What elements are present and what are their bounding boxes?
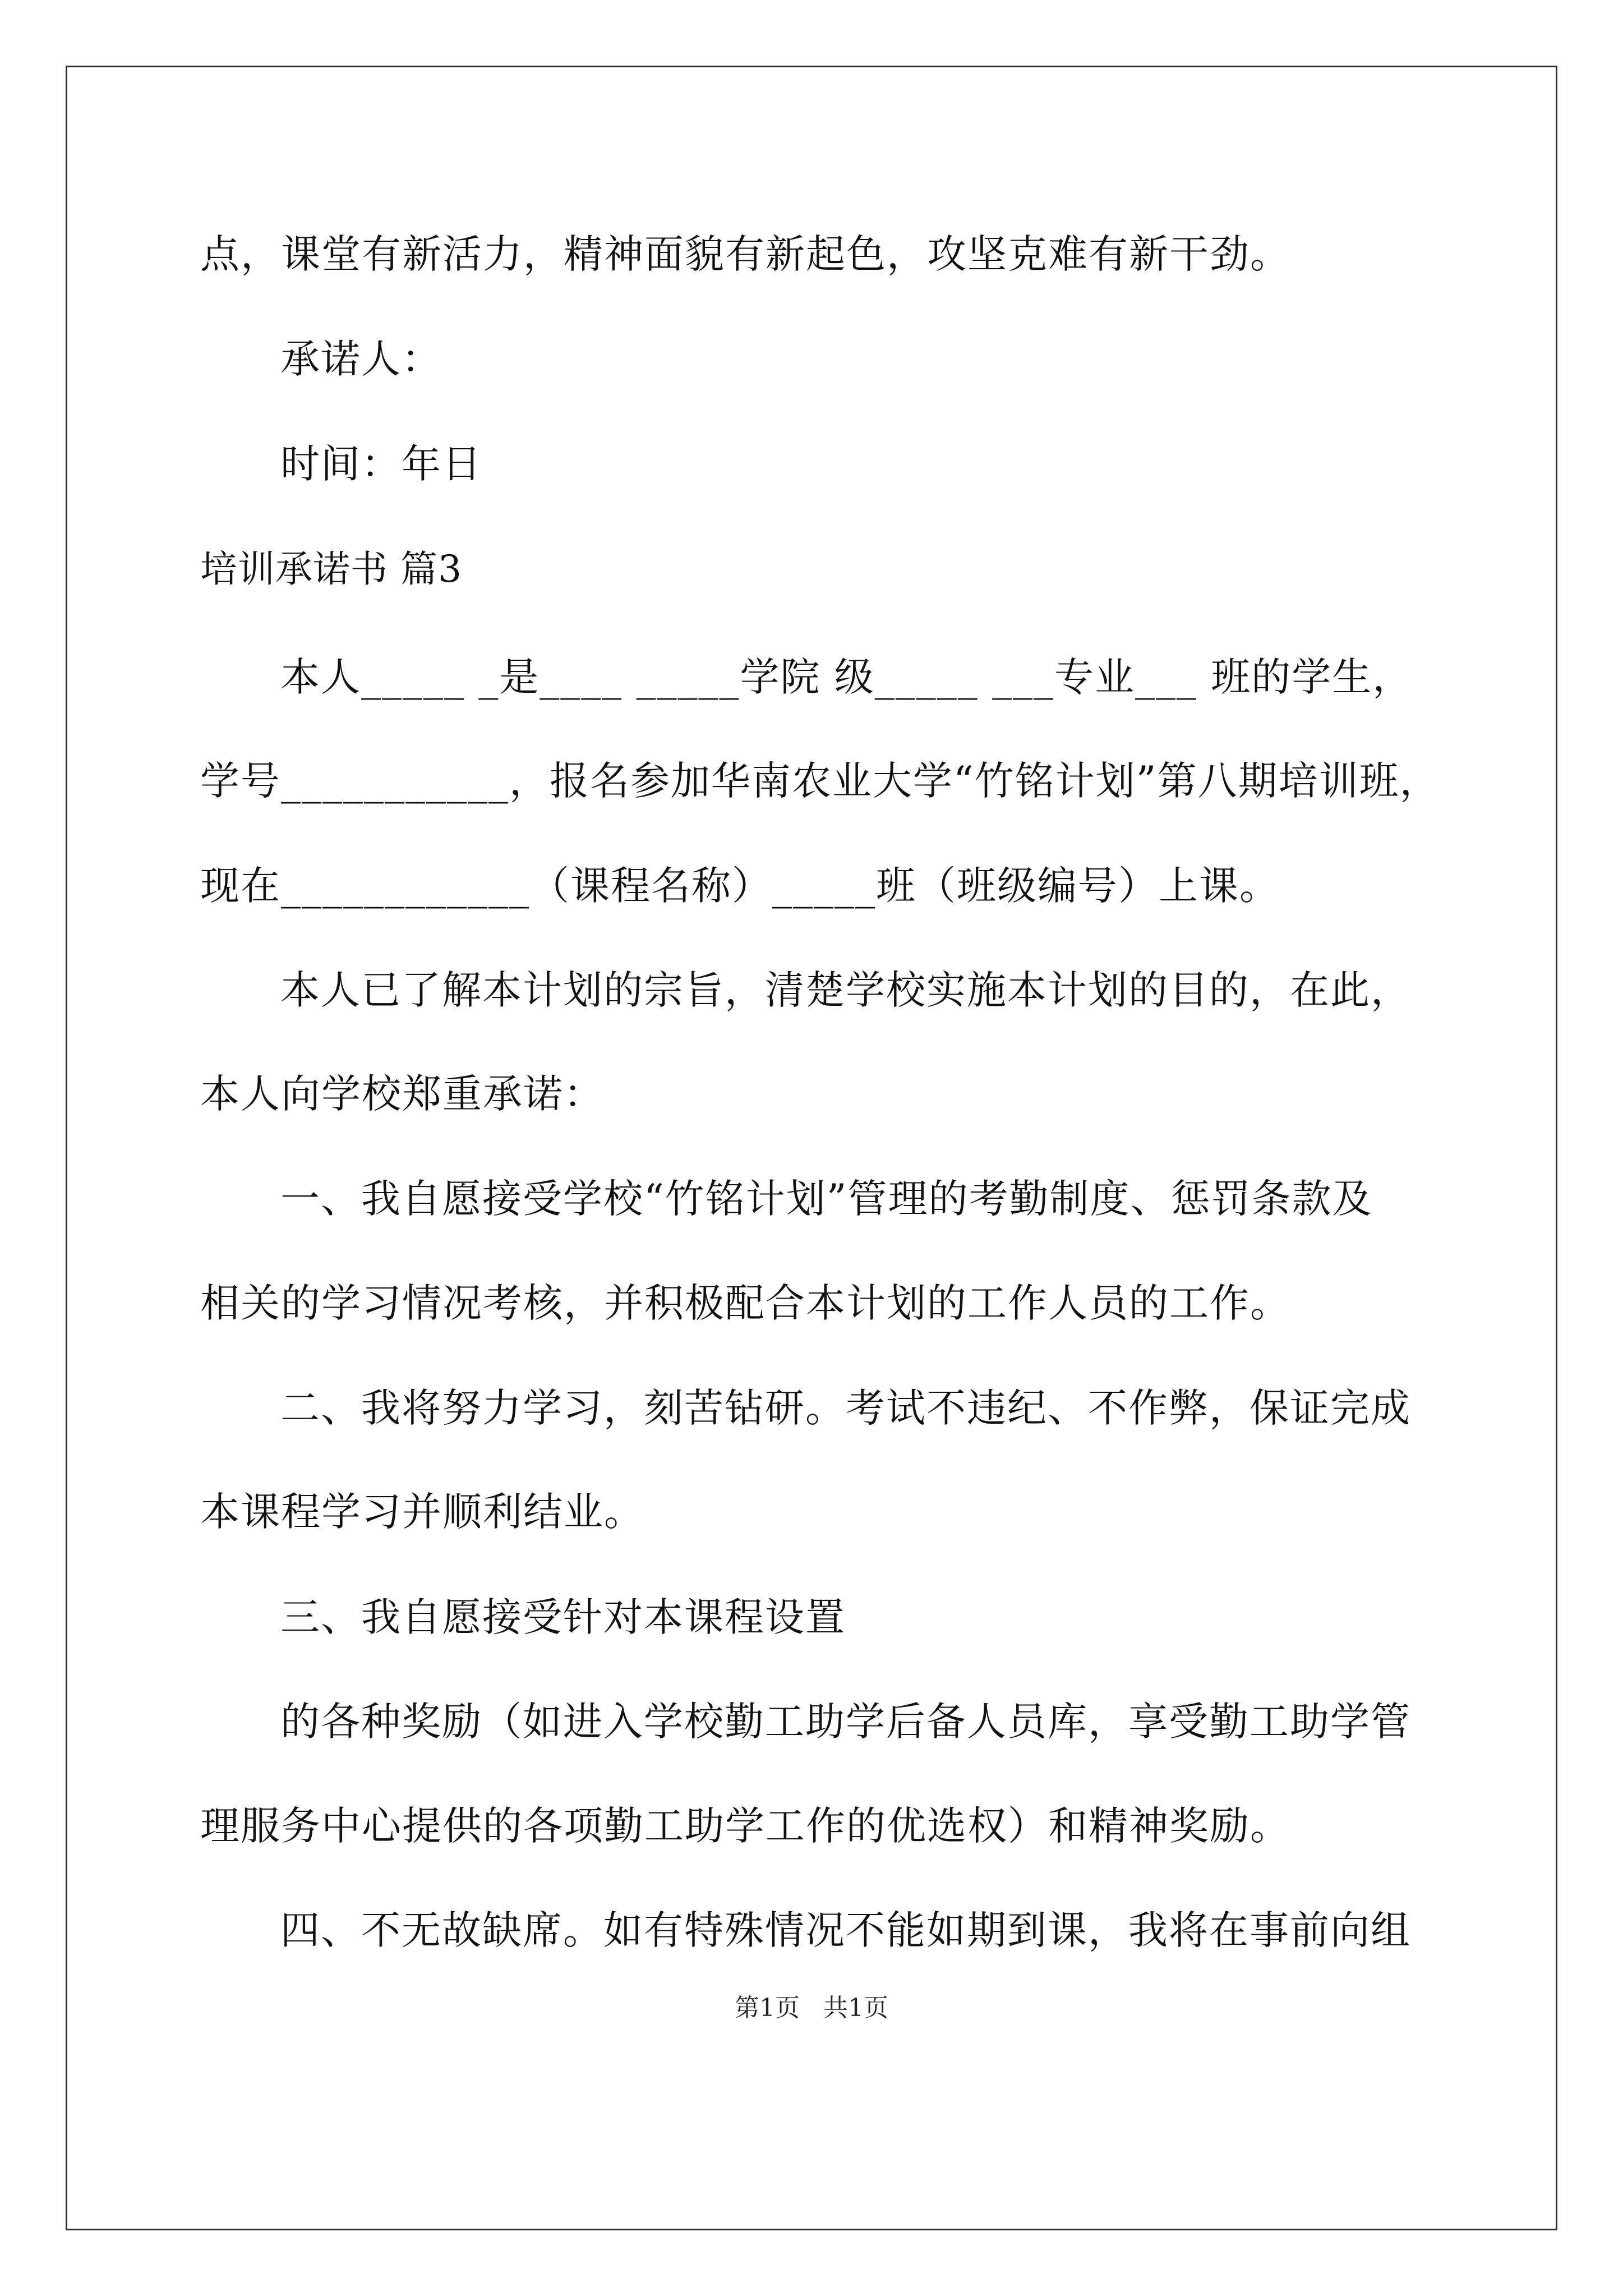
clause-1-line-2: 相关的学习情况考核，并积极配合本计划的工作人员的工作。 (200, 1280, 1290, 1326)
clause-4-line-1: 四、不无故缺席。如有特殊情况不能如期到课，我将在事前向组 (280, 1907, 1411, 1953)
clause-1-line-1: 一、我自愿接受学校“竹铭计划”管理的考勤制度、惩罚条款及 (280, 1176, 1373, 1222)
section-heading: 培训承诺书 篇3 (200, 547, 462, 591)
clause-2-line-2: 本课程学习并顺利结业。 (200, 1489, 644, 1535)
promise-intro-line: 本人向学校郑重承诺： (200, 1071, 604, 1117)
page-footer: 第1页 共1页 (735, 1994, 888, 2022)
purpose-line: 本人已了解本计划的宗旨，清楚学校实施本计划的目的，在此， (280, 967, 1411, 1013)
student-id-line: 学号___________，报名参加华南农业大学“竹铭计划”第八期培训班， (200, 758, 1440, 804)
text-line-continuation: 点，课堂有新活力，精神面貌有新起色，攻坚克难有新干劲。 (200, 231, 1290, 277)
clause-3-line-2: 的各种奖励（如进入学校勤工助学后备人员库，享受勤工助学管 (280, 1699, 1411, 1745)
clause-2-line-1: 二、我将努力学习，刻苦钻研。考试不违纪、不作弊，保证完成 (280, 1385, 1411, 1431)
clause-3-line-1: 三、我自愿接受针对本课程设置 (280, 1594, 846, 1640)
date-label: 时间：年日 (280, 441, 482, 487)
clause-3-line-3: 理服务中心提供的各项勤工助学工作的优选权）和精神奖励。 (200, 1803, 1290, 1849)
promisor-label: 承诺人： (280, 336, 442, 382)
course-line: 现在____________（课程名称）_____班（班级编号）上课。 (200, 863, 1280, 909)
student-info-line: 本人_____ _是____ _____学院 级_____ ___专业___ 班的学生， (280, 654, 1413, 700)
